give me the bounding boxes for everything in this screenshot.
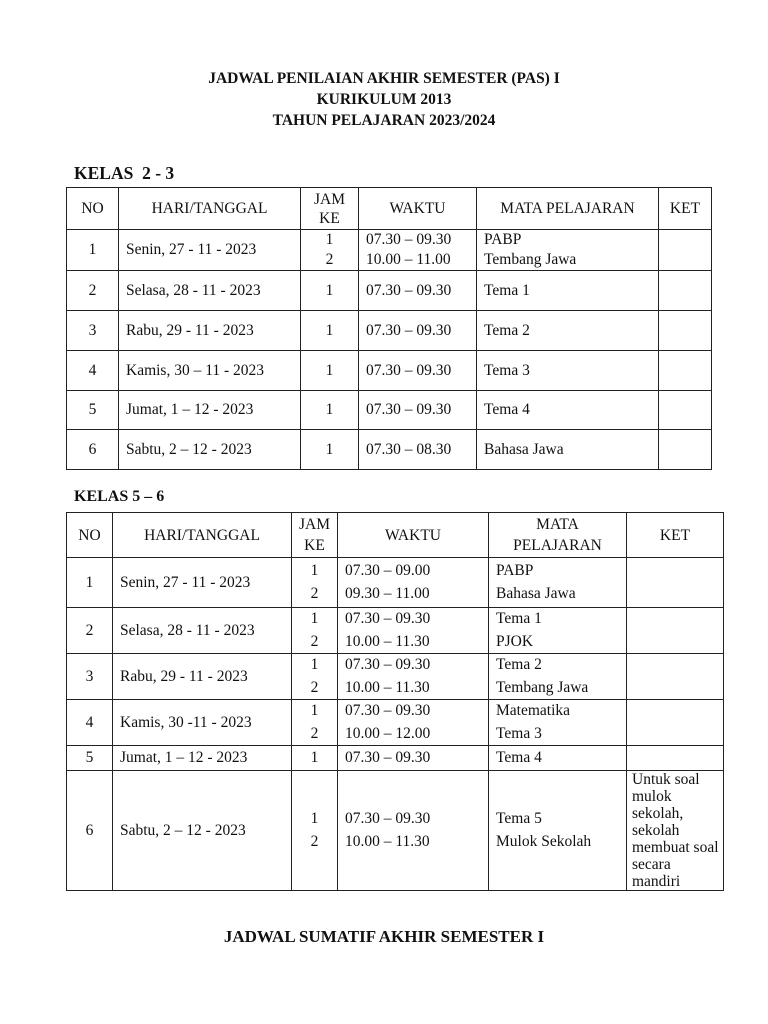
ket-note-line: Untuk soal — [632, 771, 700, 788]
waktu-value: 07.30 – 09.30 — [366, 321, 452, 339]
row-waktu — [338, 771, 489, 891]
waktu-value: 07.30 – 09.30 — [345, 610, 431, 627]
jam-ke-value: 2 — [310, 678, 319, 696]
mata-pelajaran-value: Bahasa Jawa — [496, 584, 576, 602]
row-jam-ke — [301, 430, 359, 470]
ket-note-line: membuat soal — [632, 839, 719, 856]
row-hari-tanggal: Kamis, 30 -11 - 2023 — [113, 700, 292, 746]
table-row — [67, 654, 724, 700]
mata-pelajaran-value: Tema 4 — [496, 748, 542, 766]
mata-pelajaran-value: Tema 3 — [496, 724, 542, 742]
col-header-waktu: WAKTU — [338, 513, 489, 558]
row-no: 1 — [67, 230, 119, 271]
col-header-mapel-line2: PELAJARAN — [513, 537, 602, 554]
col-header-no: NO — [67, 513, 113, 558]
row-mata-pelajaran — [477, 391, 659, 430]
row-jam-ke — [292, 608, 338, 654]
row-mata-pelajaran — [477, 430, 659, 470]
row-no: 6 — [67, 771, 113, 891]
row-waktu — [338, 746, 489, 771]
row-hari-tanggal: Rabu, 29 - 11 - 2023 — [119, 311, 301, 351]
table-row — [67, 351, 712, 391]
mata-pelajaran-value: Tembang Jawa — [484, 251, 577, 268]
row-hari-tanggal: Senin, 27 - 11 - 2023 — [119, 230, 301, 271]
row-hari-tanggal: Jumat, 1 – 12 - 2023 — [119, 391, 301, 430]
jam-ke-value: 1 — [310, 702, 319, 719]
row-mata-pelajaran — [489, 700, 627, 746]
mata-pelajaran-value: Tema 2 — [484, 321, 530, 339]
section-label-kelas-2-3: KELAS 2 - 3 — [74, 163, 175, 183]
row-waktu — [359, 430, 477, 470]
waktu-value: 07.30 – 09.30 — [345, 702, 431, 719]
ket-note-line: secara mandiri — [632, 856, 681, 890]
col-header-mapel — [489, 513, 627, 558]
row-waktu — [338, 608, 489, 654]
jam-ke-value: 2 — [310, 584, 319, 602]
mata-pelajaran-value: Tembang Jawa — [496, 678, 589, 696]
jam-ke-value: 1 — [325, 440, 334, 458]
row-jam-ke — [301, 391, 359, 430]
row-ket — [627, 746, 724, 771]
row-mata-pelajaran — [477, 230, 659, 271]
row-ket — [627, 700, 724, 746]
jam-ke-value: 2 — [325, 251, 334, 268]
col-header-jam-line2: KE — [304, 537, 325, 554]
row-ket — [627, 608, 724, 654]
mata-pelajaran-value: PJOK — [496, 632, 534, 650]
row-no: 4 — [67, 351, 119, 391]
col-header-hari: HARI/TANGGAL — [113, 513, 292, 558]
row-no: 5 — [67, 746, 113, 771]
col-header-mapel-line1: MATA — [536, 516, 579, 533]
waktu-value: 10.00 – 12.00 — [345, 724, 431, 742]
jam-ke-value: 1 — [310, 748, 319, 766]
row-mata-pelajaran — [489, 746, 627, 771]
waktu-value: 07.30 – 09.30 — [366, 281, 452, 299]
row-no: 6 — [67, 430, 119, 470]
col-header-ket: KET — [627, 513, 724, 558]
row-jam-ke — [292, 700, 338, 746]
row-ket — [627, 558, 724, 608]
title-line-1: JADWAL PENILAIAN AKHIR SEMESTER (PAS) I — [208, 70, 560, 87]
row-waktu — [359, 391, 477, 430]
jam-ke-value: 1 — [310, 562, 319, 579]
row-hari-tanggal: Rabu, 29 - 11 - 2023 — [113, 654, 292, 700]
col-header-mapel: MATA PELAJARAN — [477, 188, 659, 230]
row-jam-ke — [292, 654, 338, 700]
table-row — [67, 771, 724, 891]
row-ket — [659, 351, 712, 391]
row-jam-ke — [292, 746, 338, 771]
row-no: 1 — [67, 558, 113, 608]
row-jam-ke — [292, 558, 338, 608]
table-row — [67, 558, 724, 608]
row-waktu — [359, 351, 477, 391]
waktu-value: 09.30 – 11.00 — [345, 584, 430, 602]
row-mata-pelajaran — [489, 771, 627, 891]
waktu-value: 07.30 – 09.30 — [366, 361, 452, 379]
row-mata-pelajaran — [477, 311, 659, 351]
col-header-jam — [301, 188, 359, 230]
col-header-no: NO — [67, 188, 119, 230]
waktu-value: 10.00 – 11.30 — [345, 632, 430, 650]
document-title — [0, 68, 768, 131]
row-waktu — [359, 311, 477, 351]
col-header-ket: KET — [659, 188, 712, 230]
row-no: 2 — [67, 271, 119, 311]
col-header-hari: HARI/TANGGAL — [119, 188, 301, 230]
row-waktu — [338, 700, 489, 746]
waktu-value: 10.00 – 11.30 — [345, 678, 430, 696]
row-jam-ke — [301, 271, 359, 311]
row-hari-tanggal: Kamis, 30 – 11 - 2023 — [119, 351, 301, 391]
jam-ke-value: 2 — [310, 724, 319, 742]
jam-ke-value: 1 — [310, 656, 319, 673]
row-no: 3 — [67, 311, 119, 351]
col-header-waktu: WAKTU — [359, 188, 477, 230]
waktu-value: 07.30 – 09.30 — [345, 748, 431, 766]
mata-pelajaran-value: Tema 1 — [484, 281, 530, 299]
jam-ke-value: 1 — [325, 281, 334, 299]
col-header-jam — [292, 513, 338, 558]
row-ket — [659, 271, 712, 311]
row-waktu — [338, 558, 489, 608]
row-jam-ke — [301, 230, 359, 271]
section-label-kelas-5-6: KELAS 5 – 6 — [74, 488, 165, 505]
waktu-value: 07.30 – 09.30 — [345, 810, 431, 827]
table-header-row — [67, 513, 724, 558]
row-hari-tanggal: Sabtu, 2 – 12 - 2023 — [119, 430, 301, 470]
row-hari-tanggal: Selasa, 28 - 11 - 2023 — [119, 271, 301, 311]
mata-pelajaran-value: Tema 3 — [484, 361, 530, 379]
row-ket — [659, 430, 712, 470]
row-mata-pelajaran — [477, 351, 659, 391]
waktu-value: 07.30 – 09.30 — [366, 401, 452, 418]
row-hari-tanggal: Jumat, 1 – 12 - 2023 — [113, 746, 292, 771]
row-no: 5 — [67, 391, 119, 430]
col-header-jam-line1: JAM — [313, 190, 345, 208]
jam-ke-value: 2 — [310, 632, 319, 650]
row-ket — [659, 311, 712, 351]
table-row — [67, 391, 712, 430]
mata-pelajaran-value: Mulok Sekolah — [496, 832, 592, 850]
row-ket — [659, 391, 712, 430]
mata-pelajaran-value: PABP — [484, 231, 522, 248]
jam-ke-value: 1 — [325, 401, 334, 418]
section-title-sumatif: JADWAL SUMATIF AKHIR SEMESTER I — [223, 927, 545, 946]
row-mata-pelajaran — [489, 608, 627, 654]
waktu-value: 07.30 – 08.30 — [366, 440, 452, 458]
title-line-3: TAHUN PELAJARAN 2023/2024 — [272, 112, 496, 129]
jam-ke-value: 1 — [325, 321, 334, 339]
title-line-2: KURIKULUM 2013 — [316, 91, 452, 108]
col-header-jam-line2: KE — [319, 209, 340, 227]
row-jam-ke — [292, 771, 338, 891]
row-mata-pelajaran — [489, 654, 627, 700]
row-hari-tanggal: Senin, 27 - 11 - 2023 — [113, 558, 292, 608]
row-no: 4 — [67, 700, 113, 746]
waktu-value: 07.30 – 09.30 — [366, 231, 452, 248]
row-no: 3 — [67, 654, 113, 700]
mata-pelajaran-value: Tema 5 — [496, 810, 542, 827]
table-header-row — [67, 188, 712, 230]
ket-note-line: mulok sekolah, — [632, 788, 684, 822]
jam-ke-value: 1 — [325, 361, 334, 379]
ket-note-line: sekolah — [632, 822, 680, 839]
col-header-jam-line1: JAM — [298, 516, 330, 533]
mata-pelajaran-value: PABP — [496, 562, 534, 579]
table-row — [67, 700, 724, 746]
row-mata-pelajaran — [489, 558, 627, 608]
table-row — [67, 271, 712, 311]
row-ket — [627, 654, 724, 700]
row-mata-pelajaran — [477, 271, 659, 311]
waktu-value: 07.30 – 09.00 — [345, 562, 431, 579]
row-waktu — [338, 654, 489, 700]
row-jam-ke — [301, 351, 359, 391]
mata-pelajaran-value: Matematika — [496, 702, 571, 719]
mata-pelajaran-value: Tema 1 — [496, 610, 542, 627]
waktu-value: 10.00 – 11.30 — [345, 832, 430, 850]
jam-ke-value: 1 — [310, 810, 319, 827]
jam-ke-value: 2 — [310, 832, 319, 850]
row-ket — [627, 771, 724, 891]
mata-pelajaran-value: Tema 4 — [484, 401, 530, 418]
table-row — [67, 430, 712, 470]
waktu-value: 07.30 – 09.30 — [345, 656, 431, 673]
row-hari-tanggal: Sabtu, 2 – 12 - 2023 — [113, 771, 292, 891]
table-row — [67, 608, 724, 654]
schedule-table-kelas-2-3 — [66, 187, 712, 470]
schedule-table-kelas-5-6 — [66, 512, 724, 891]
table-row — [67, 230, 712, 271]
row-no: 2 — [67, 608, 113, 654]
jam-ke-value: 1 — [325, 231, 334, 248]
mata-pelajaran-value: Tema 2 — [496, 656, 542, 673]
table-row — [67, 746, 724, 771]
table-row — [67, 311, 712, 351]
waktu-value: 10.00 – 11.00 — [366, 251, 451, 268]
row-ket — [659, 230, 712, 271]
row-waktu — [359, 230, 477, 271]
row-jam-ke — [301, 311, 359, 351]
row-waktu — [359, 271, 477, 311]
mata-pelajaran-value: Bahasa Jawa — [484, 440, 564, 458]
row-hari-tanggal: Selasa, 28 - 11 - 2023 — [113, 608, 292, 654]
jam-ke-value: 1 — [310, 610, 319, 627]
